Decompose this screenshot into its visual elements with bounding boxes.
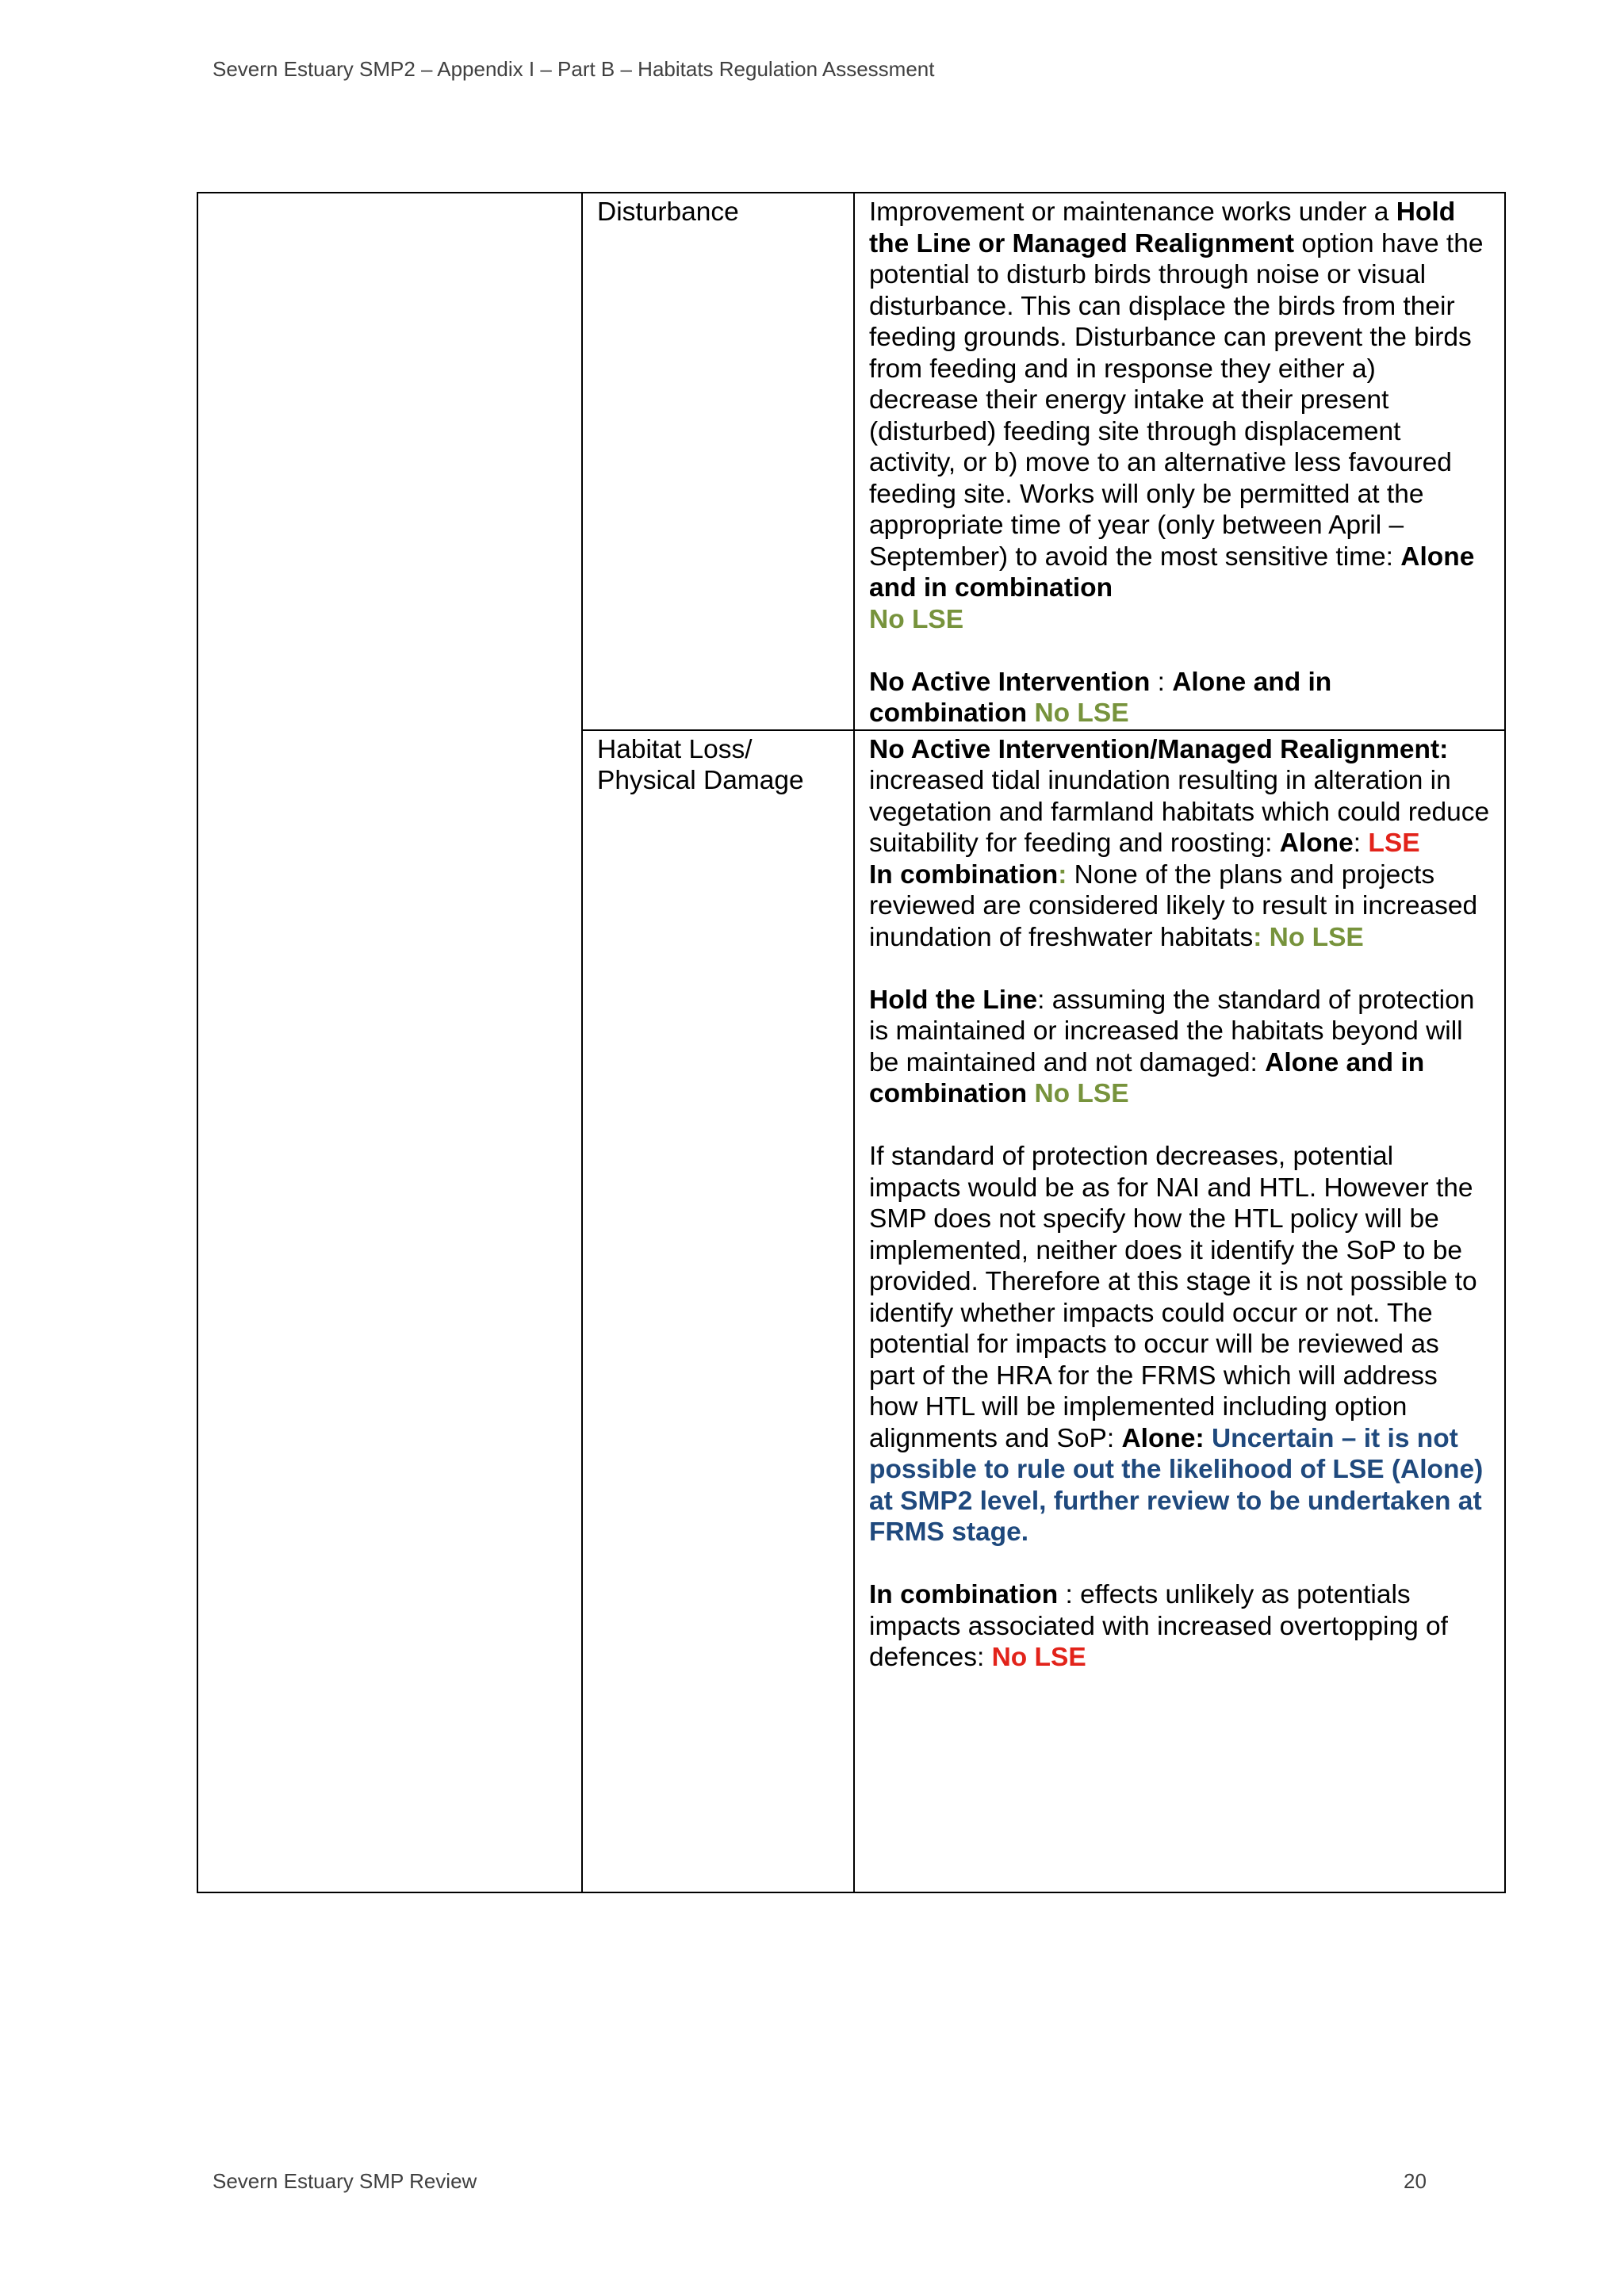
option-name: No Active Intervention [869, 667, 1151, 697]
assessment-paragraph [869, 1579, 1490, 1674]
text-run: None of the plans and projects reviewed are considered likely to result in increased inundation of freshwater habitats [869, 859, 1478, 952]
uncertain-verdict: Uncertain – it is not possible to rule out the likelihood of LSE (Alone) at SMP2 level, further review to be undertaken at FRMS stage. [869, 1423, 1484, 1547]
assessment-paragraph [869, 985, 1490, 1110]
assessment-paragraph [869, 734, 1490, 859]
assessment-cell [854, 193, 1505, 730]
conclusion-label: Alone and in combination [869, 667, 1332, 728]
assessment-paragraph [869, 197, 1490, 635]
assessment-paragraph [869, 1141, 1490, 1548]
no-lse-verdict: : No LSE [1253, 922, 1364, 952]
conclusion-label: Alone and in combination [869, 1047, 1425, 1108]
text-run: : [1058, 859, 1067, 890]
option-name: Hold the Line or Managed Realignment [869, 197, 1456, 258]
option-name: No Active Intervention/Managed Realignment: [869, 734, 1449, 764]
page-number: 20 [1404, 2169, 1427, 2193]
text-run: increased tidal inundation resulting in alteration in vegetation and farmland habitats which could reduce suitability for feeding and roosting: [869, 766, 1490, 858]
option-name: Hold the Line [869, 985, 1038, 1015]
text-run: If standard of protection decreases, potential impacts would be as for NAI and HTL. However the SMP does not specify how the HTL policy will be implemented, neither does it identify the SoP to be provided. Therefore at this stage it is not possible to identify whether impacts could occur or not. The potential for impacts to occur will be reviewed as part of the HRA for the FRMS which will address how HTL will be implemented including option alignments and SoP: [869, 1142, 1477, 1453]
text-run: : effects unlikely as potentials impacts associated with increased overtopping of defences: [869, 1580, 1448, 1672]
assessment-paragraph [869, 859, 1490, 954]
no-lse-verdict: No LSE [1027, 1079, 1129, 1108]
assessment-table [197, 192, 1506, 1893]
text-run: : [1353, 828, 1369, 858]
conclusion-label: In combination [869, 859, 1059, 890]
impact-cell: Disturbance [582, 193, 854, 730]
impact-cell: Habitat Loss/ Physical Damage [582, 730, 854, 1892]
conclusion-label: Alone [1279, 828, 1354, 858]
conclusion-label: Alone and in combination [869, 541, 1475, 603]
no-lse-verdict: No LSE [869, 604, 964, 634]
text-run: Improvement or maintenance works under a [869, 197, 1396, 227]
conclusion-label: Alone: [1121, 1423, 1205, 1453]
text-run: option have the potential to disturb birds through noise or visual disturbance. This can displace the birds from their feeding grounds. Disturbance can prevent the birds from feeding and in response they either a) decrease their energy intake at their present (disturbed) feeding site through displacement activity, or b) move to an alternative less favoured feeding site. Works will only be permitted at the appropriate time of year (only between April – September) to avoid the most sensitive time: [869, 228, 1484, 572]
footer-title: Severn Estuary SMP Review [213, 2169, 477, 2193]
assessment-paragraph [869, 667, 1490, 729]
text-run: : assuming the standard of protection is maintained or increased the habitats beyond will be maintained and not damaged: [869, 985, 1475, 1077]
no-lse-verdict: No LSE [991, 1643, 1086, 1672]
table-row [197, 193, 1505, 730]
page-header: Severn Estuary SMP2 – Appendix I – Part B – Habitats Regulation Assessment [213, 57, 935, 81]
lse-verdict: LSE [1368, 828, 1420, 858]
assessment-cell [854, 730, 1505, 1892]
no-lse-verdict: No LSE [1027, 698, 1129, 728]
conclusion-label: In combination [869, 1580, 1059, 1609]
text-run: : [1150, 667, 1173, 697]
empty-feature-cell [197, 193, 582, 1892]
